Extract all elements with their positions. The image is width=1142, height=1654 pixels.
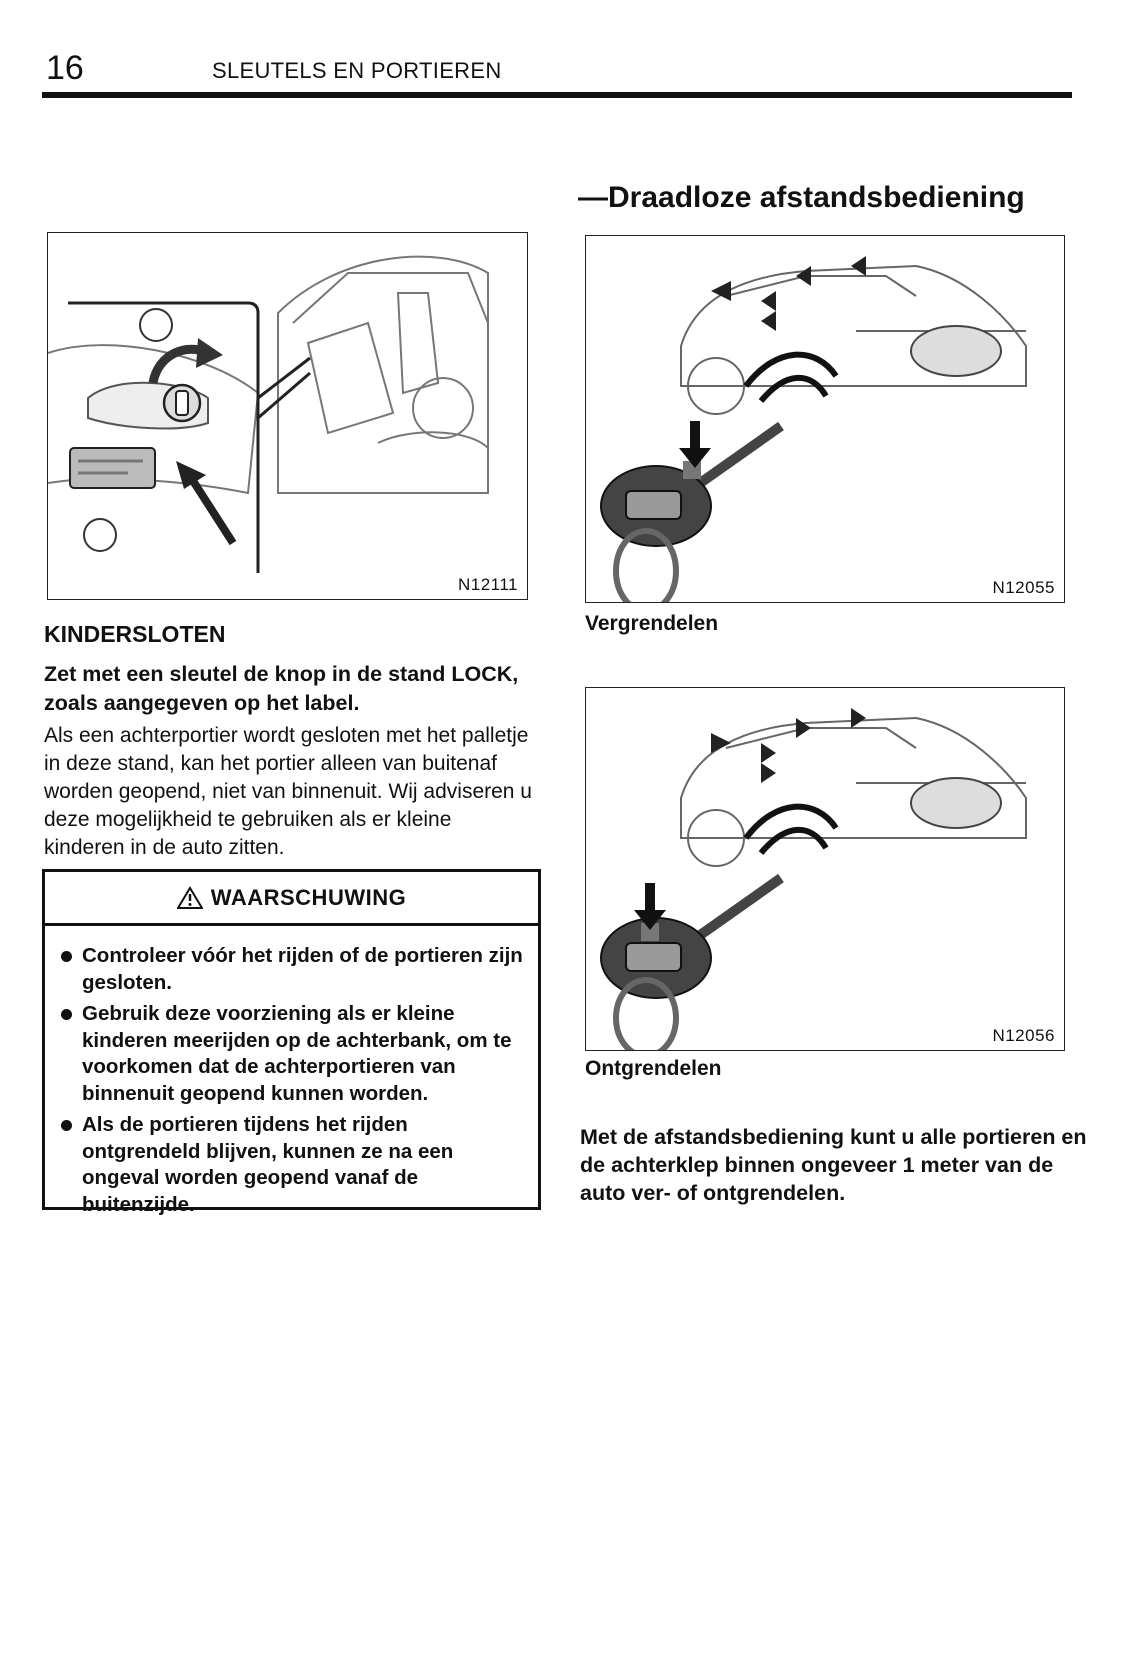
- warning-list: [59, 943, 527, 1223]
- unlock-figure: [585, 687, 1065, 1051]
- section-title: SLEUTELS EN PORTIEREN: [212, 58, 502, 83]
- subsection-title: —Draadloze afstandsbediening: [578, 181, 1025, 214]
- warning-box: [42, 869, 541, 1216]
- childlock-lead: Zet met een sleutel de knop in de stand LOCK, zoals aangegeven op het label.: [44, 662, 519, 715]
- childlock-body: Als een achterportier wordt gesloten met het palletje in deze stand, kan het portier alleen van buitenaf worden geopend, niet van binnenuit. Wij adviseren u deze mogelijkheid te gebruiken als er kleine kinderen in de auto zitten.: [44, 724, 532, 859]
- remote-unlock-illustration: [586, 688, 1064, 1050]
- remote-lock-illustration: [586, 236, 1064, 602]
- unlock-caption: Ontgrendelen: [585, 1057, 722, 1080]
- figure-code: N12111: [455, 575, 521, 595]
- childlock-figure: [47, 232, 528, 600]
- warning-title: WAARSCHUWING: [210, 885, 407, 910]
- childlock-illustration: [48, 233, 527, 599]
- warning-triangle-icon: [177, 886, 203, 910]
- page-number: 16: [46, 49, 84, 87]
- figure-code: N12056: [989, 1026, 1058, 1046]
- childlock-heading: KINDERSLOTEN: [44, 621, 226, 647]
- header-rule: [42, 92, 1072, 98]
- remote-paragraph: Met de afstandsbediening kunt u alle portieren en de achterklep binnen ongeveer 1 meter van de auto ver- of ontgrendelen.: [580, 1125, 1087, 1205]
- lock-figure: [585, 235, 1065, 603]
- warning-item: Controleer vóór het rijden of de portieren zijn gesloten.: [59, 943, 527, 996]
- warning-item: Gebruik deze voorziening als er kleine kinderen meerijden op de achterbank, om te voorkomen dat de achterportieren van binnenuit geopend kunnen worden.: [59, 1001, 527, 1107]
- figure-code: N12055: [989, 578, 1058, 598]
- warning-header: [45, 872, 538, 926]
- warning-item: Als de portieren tijdens het rijden ontgrendeld blijven, kunnen ze na een ongeval worden geopend vanaf de buitenzijde.: [59, 1112, 527, 1218]
- lock-caption: Vergrendelen: [585, 612, 719, 635]
